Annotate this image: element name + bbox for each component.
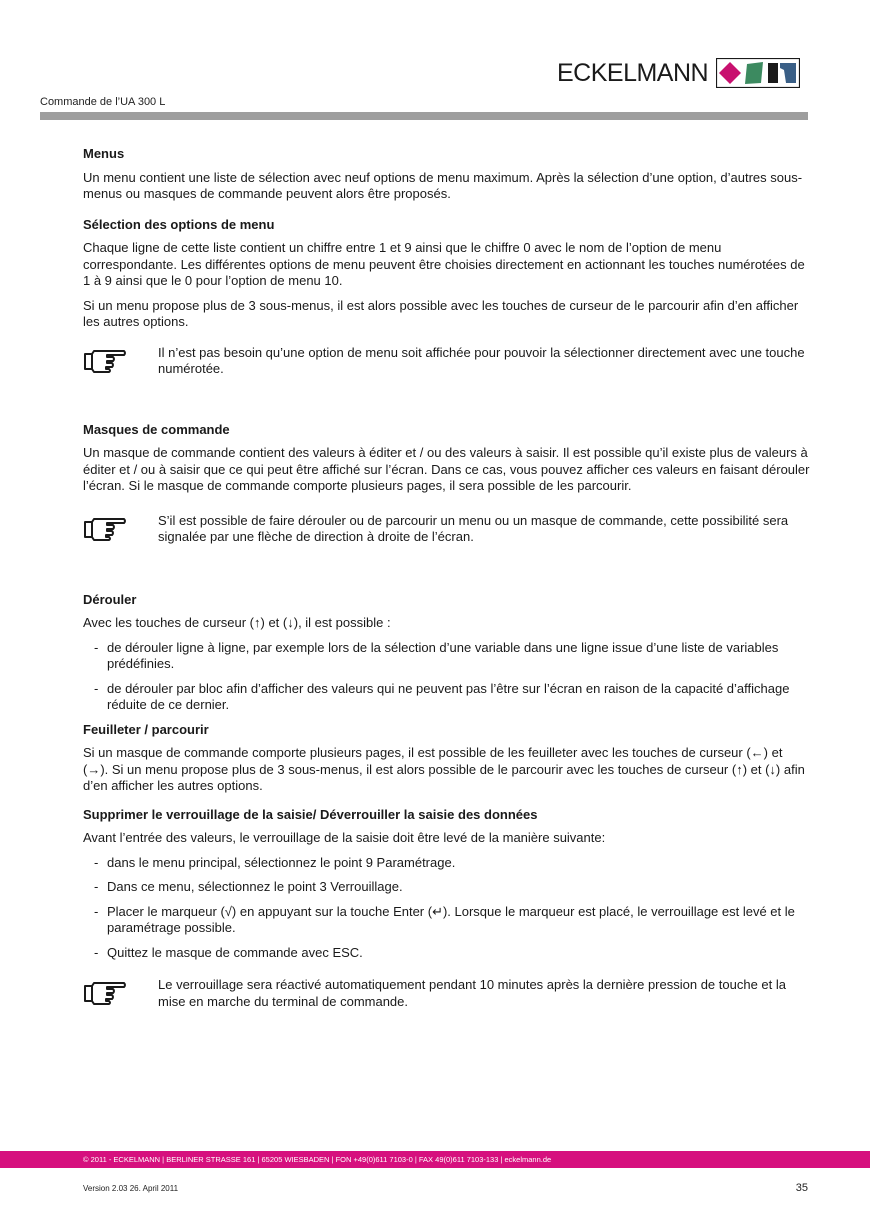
list-item: - Quittez le masque de commande avec ESC. bbox=[83, 945, 810, 962]
paragraph-menus: Un menu contient une liste de sélection avec neuf options de menu maximum. Après la sélection d’une option, d’autres sous-menus ou masques de commande peuvent alors être proposés. bbox=[83, 169, 803, 201]
footer-contact: © 2011 - ECKELMANN | BERLINER STRASSE 161 | 65205 WIESBADEN | FON +49(0)611 7103-0 | FAX 49(0)611 7103-133 | eckelmann.de bbox=[83, 1155, 552, 1164]
list-verrouillage bbox=[83, 855, 810, 962]
pointing-hand-icon bbox=[83, 515, 127, 541]
section-title-derouler: Dérouler bbox=[83, 591, 137, 607]
pointing-hand-icon bbox=[83, 347, 127, 373]
note-text-masques: S’il est possible de faire dérouler ou de parcourir un menu ou un masque de commande, cette possibilité sera signalée par une flèche de direction à droite de l’écran. bbox=[158, 512, 789, 544]
note-text-selection: Il n’est pas besoin qu’une option de menu soit affichée pour pouvoir la sélectionner directement avec une touche numérotée. bbox=[158, 344, 805, 376]
list-item: - Placer le marqueur (√) en appuyant sur la touche Enter (↵). Lorsque le marqueur est placé, le verrouillage est levé et le paramétrage possible. bbox=[83, 904, 810, 937]
page-content bbox=[83, 146, 810, 1010]
note-masques bbox=[83, 513, 810, 546]
version-info: Version 2.03 26. April 2011 bbox=[83, 1184, 179, 1193]
section-title-verrouillage: Supprimer le verrouillage de la saisie/ Déverrouiller la saisie des données bbox=[83, 806, 538, 822]
logo-mark-icon bbox=[716, 58, 800, 88]
section-title-feuilleter: Feuilleter / parcourir bbox=[83, 721, 209, 737]
section-title-menus: Menus bbox=[83, 146, 125, 161]
eckelmann-logo bbox=[557, 56, 800, 90]
note-selection bbox=[83, 345, 810, 378]
document-title: Commande de l’UA 300 L bbox=[40, 96, 166, 108]
list-item: - de dérouler par bloc afin d’afficher des valeurs qui ne peuvent pas l’être sur l’écran en raison de la capacité d’affichage réduite de ce dernier. bbox=[83, 681, 810, 714]
list-item: - dans le menu principal, sélectionnez le point 9 Paramétrage. bbox=[83, 855, 810, 872]
list-item: - Dans ce menu, sélectionnez le point 3 Verrouillage. bbox=[83, 879, 810, 896]
header-divider bbox=[40, 112, 808, 120]
paragraph-selection-2: Si un menu propose plus de 3 sous-menus, il est alors possible avec les touches de curseur de le parcourir afin d’en afficher les autres options. bbox=[83, 297, 799, 329]
list-derouler bbox=[83, 640, 810, 714]
paragraph-feuilleter: Si un masque de commande comporte plusieurs pages, il est possible de les feuilleter avec les touches de curseur (←) et (→). Si un menu propose plus de 3 sous-menus, il est alors possible de le parcourir avec les touches de curseur (↑) et (↓) afin d’en afficher les autres options. bbox=[83, 745, 805, 793]
paragraph-derouler-intro: Avec les touches de curseur (↑) et (↓), il est possible : bbox=[83, 615, 391, 630]
section-title-selection: Sélection des options de menu bbox=[83, 216, 275, 232]
section-title-masques: Masques de commande bbox=[83, 421, 230, 437]
logo-text: ECKELMANN bbox=[557, 59, 709, 87]
pointing-hand-icon bbox=[83, 979, 127, 1005]
paragraph-verrouillage-intro: Avant l’entrée des valeurs, le verrouillage de la saisie doit être levé de la manière suivante: bbox=[83, 830, 606, 845]
note-verrouillage bbox=[83, 977, 810, 1010]
paragraph-masques: Un masque de commande contient des valeurs à éditer et / ou des valeurs à saisir. Il est possible qu’il existe plus de valeurs à éditer et / ou à saisir que ce qui peut être affiché sur l’écran. Dans ce cas, vous pouvez afficher ces valeurs en faisant dérouler l’écran. Si le masque de commande comporte plusieurs pages, il sera possible de les parcourir. bbox=[83, 445, 810, 493]
page-number: 35 bbox=[795, 1182, 808, 1194]
paragraph-selection-1: Chaque ligne de cette liste contient un chiffre entre 1 et 9 ainsi que le chiffre 0 avec le nom de l’option de menu correspondante. Les différentes options de menu peuvent être choisies directement en actionnant les touches numérotées de 1 à 9 ainsi que le 0 pour l’option de menu 10. bbox=[83, 240, 805, 288]
list-item: - de dérouler ligne à ligne, par exemple lors de la sélection d’une variable dans une ligne issue d’une liste de variables prédéfinies. bbox=[83, 640, 810, 673]
note-text-verrouillage: Le verrouillage sera réactivé automatiquement pendant 10 minutes après la dernière pression de touche et la mise en marche du terminal de commande. bbox=[158, 977, 786, 1009]
